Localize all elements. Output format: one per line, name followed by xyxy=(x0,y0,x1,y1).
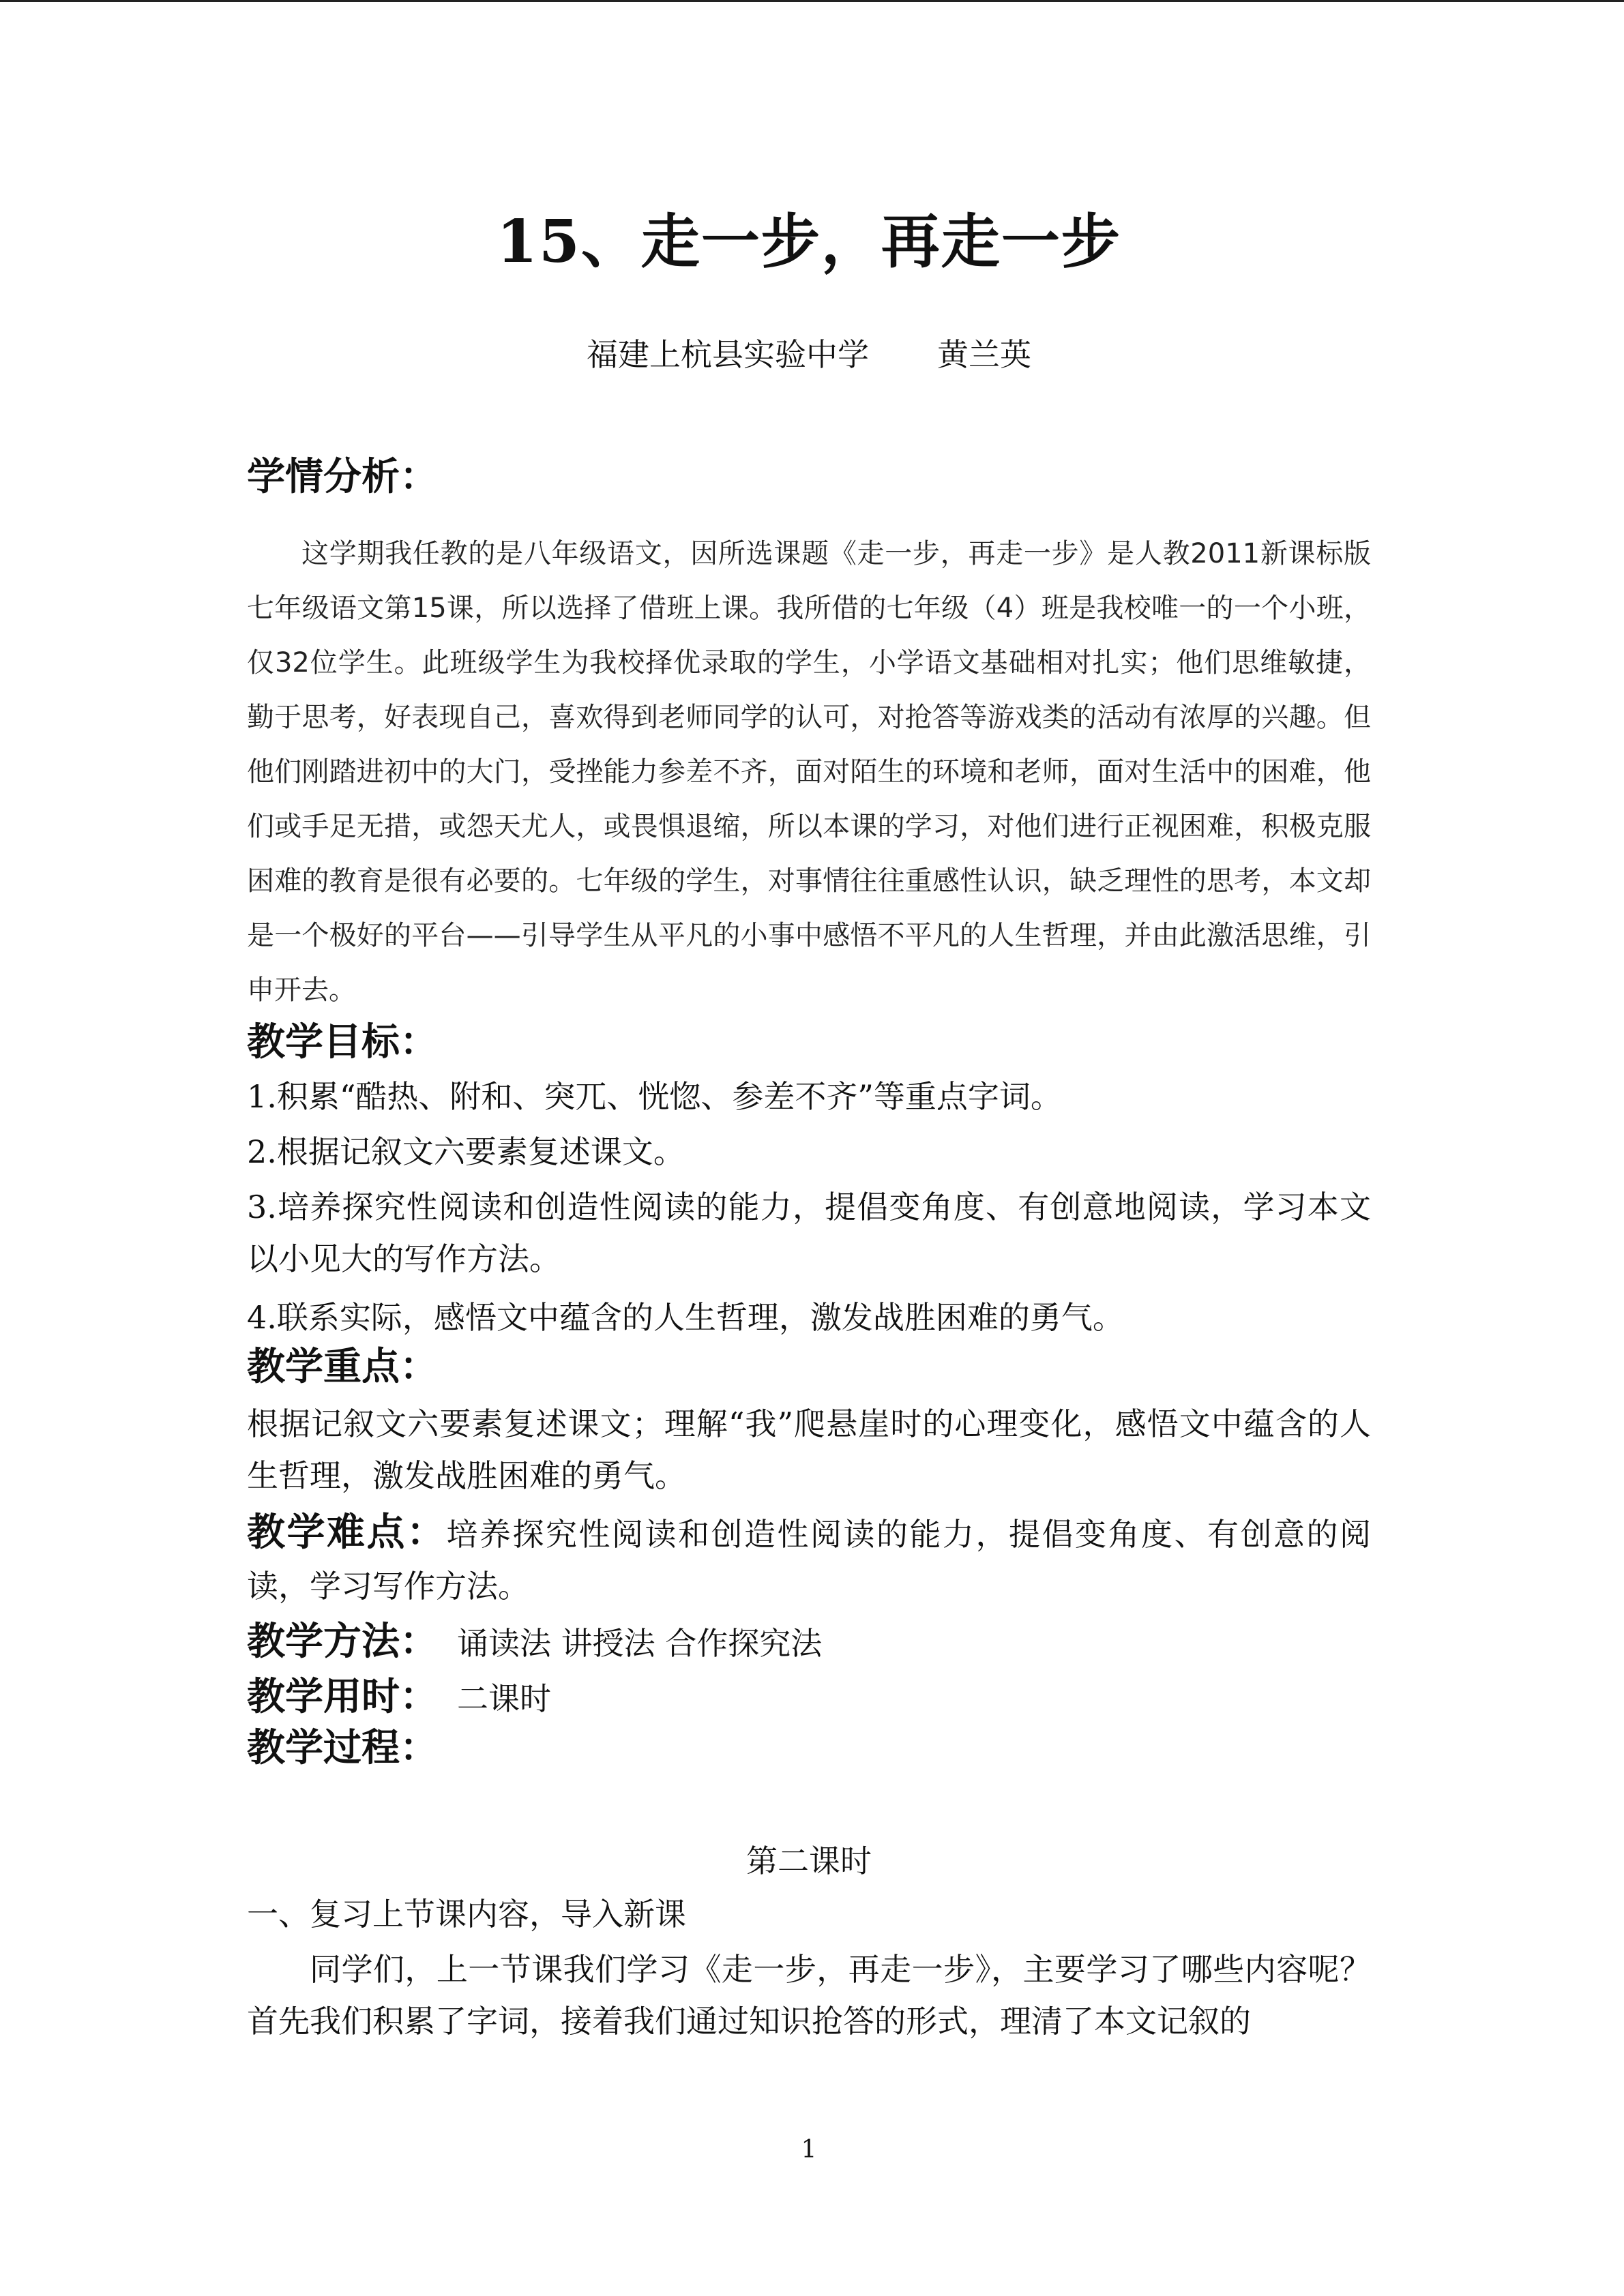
goal-item: 2.根据记叙文六要素复述课文。 xyxy=(247,1133,685,1170)
analysis-paragraph: 这学期我任教的是八年级语文，因所选课题《走一步，再走一步》是人教2011新课标版七年级语文第15课，所以选择了借班上课。我所借的七年级（4）班是我校唯一的一个小班，仅32位学生。此班级学生为我校择优录取的学生，小学语文基础相对扎实；他们思维敏捷，勤于思考，好表现自己，喜欢得到老师同学的认可，对抢答等游戏类的活动有浓厚的兴趣。但他们刚踏进初中的大门，受挫能力参差不齐，面对陌生的环境和老师，面对生活中的困难，他们或手足无措，或怨天尤人，或畏惧退缩，所以本课的学习，对他们进行正视困难，积极克服困难的教育是很有必要的。七年级的学生，对事情往往重感性认识，缺乏理性的思考，本文却是一个极好的平台——引导学生从平凡的小事中感悟不平凡的人生哲理，并由此激活思维，引申开去。 xyxy=(247,538,1371,1006)
goal-item: 3.培养探究性阅读和创造性阅读的能力，提倡变角度、有创意地阅读，学习本文以小见大的写作方法。 xyxy=(247,1189,1371,1277)
duration-text: 二课时 xyxy=(457,1680,551,1717)
step-text: 同学们，上一节课我们学习《走一步，再走一步》，主要学习了哪些内容呢？首先我们积累了字词，接着我们通过知识抢答的形式，理清了本文记叙的 xyxy=(247,1951,1371,2040)
process-heading: 教学过程： xyxy=(247,1726,438,1770)
difficulties-heading: 教学难点： xyxy=(247,1510,447,1555)
duration-block xyxy=(247,1671,1371,1725)
key-points-text: 根据记叙文六要素复述课文；理解“我”爬悬崖时的心理变化，感悟文中蕴含的人生哲理，激发战胜困难的勇气。 xyxy=(247,1405,1371,1494)
difficulties-text: 培养探究性阅读和创造性阅读的能力，提倡变角度、有创意的阅读，学习写作方法。 xyxy=(247,1516,1371,1605)
analysis-heading: 学情分析： xyxy=(247,455,438,499)
goal-item: 1.积累“酷热、附和、突兀、恍惚、参差不齐”等重点字词。 xyxy=(247,1078,1062,1115)
step-title: 一、复习上节课内容，导入新课 xyxy=(247,1896,686,1933)
duration-heading: 教学用时： xyxy=(247,1675,438,1719)
page-number: 1 xyxy=(801,2136,817,2164)
school-name: 福建上杭县实验中学 xyxy=(587,336,869,373)
methods-block xyxy=(247,1616,1371,1669)
key-points-heading: 教学重点： xyxy=(247,1345,438,1389)
methods-heading: 教学方法： xyxy=(247,1620,438,1664)
methods-text: 诵读法 讲授法 合作探究法 xyxy=(457,1625,823,1662)
document-title: 15、走一步，再走一步 xyxy=(497,207,1121,276)
goal-item: 4.联系实际，感悟文中蕴含的人生哲理，激发战胜困难的勇气。 xyxy=(247,1299,1124,1336)
page-top-border xyxy=(0,0,1624,2)
author-name: 黄兰英 xyxy=(937,336,1031,373)
goals-heading: 教学目标： xyxy=(247,1020,438,1064)
author-line xyxy=(247,334,1371,375)
difficulties-block xyxy=(247,1507,1371,1612)
lesson-title: 第二课时 xyxy=(746,1843,872,1879)
